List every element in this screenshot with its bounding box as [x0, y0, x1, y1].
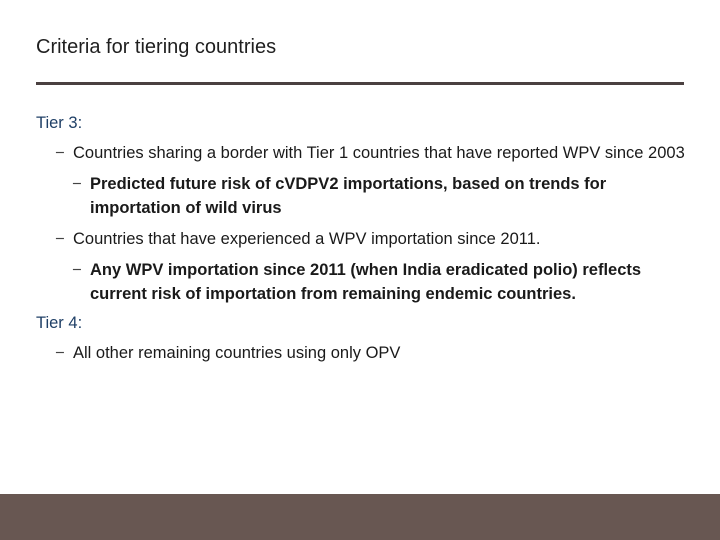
tier-3-item-1 — [36, 142, 696, 164]
tier-4-item-1 — [36, 342, 696, 364]
tier-3-item-1-subitem-text: Predicted future risk of cVDPV2 importations, based on trends for importation of wild virus — [90, 175, 607, 217]
slide-title: Criteria for tiering countries — [36, 36, 277, 58]
tier-3-item-2-text: Countries that have experienced a WPV importation since 2011. — [73, 230, 541, 248]
dash-bullet: − — [72, 175, 82, 193]
tier-3-item-2-subitem-text: Any WPV importation since 2011 (when India eradicated polio) reflects current risk of importation from remaining endemic countries. — [90, 261, 642, 303]
dash-bullet: − — [72, 261, 82, 279]
footer-bar — [0, 494, 720, 540]
tier-3-item-2-subitem — [36, 258, 696, 306]
tier-4-item-1-text: All other remaining countries using only OPV — [73, 344, 401, 362]
tier-3-item-1-subitem — [36, 172, 696, 220]
tier-3-item-2 — [36, 228, 696, 250]
dash-bullet: − — [55, 144, 65, 162]
slide-content — [36, 112, 696, 364]
title-divider — [36, 82, 684, 85]
tier-4-heading: Tier 4: — [36, 314, 83, 332]
dash-bullet: − — [55, 230, 65, 248]
dash-bullet: − — [55, 344, 65, 362]
tier-3-item-1-text: Countries sharing a border with Tier 1 countries that have reported WPV since 2003 — [73, 144, 685, 162]
tier-3-heading: Tier 3: — [36, 114, 83, 132]
